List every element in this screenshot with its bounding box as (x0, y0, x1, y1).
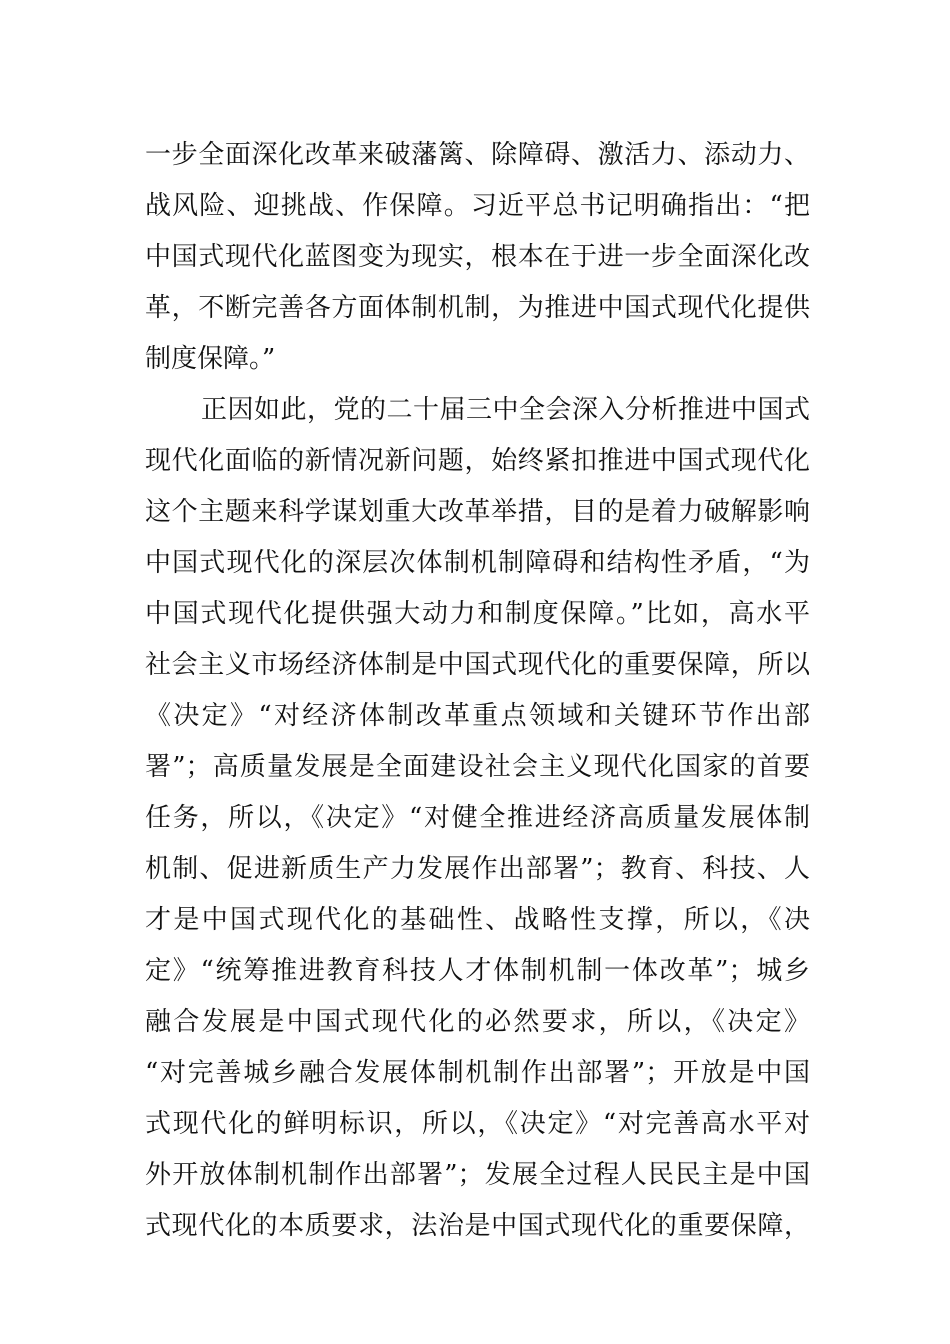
text-line-18: 融合发展是中国式现代化的必然要求，所以，《决定》 (145, 1007, 810, 1037)
text-line-15: 机制、促进新质生产力发展作出部署”；教育、科技、人 (145, 854, 810, 884)
text-line-2: 战风险、迎挑战、作保障。习近平总书记明确指出：“把 (145, 191, 810, 221)
text-line-20: 式现代化的鲜明标识，所以，《决定》“对完善高水平对 (145, 1109, 810, 1139)
text-line-5: 制度保障。” (145, 344, 276, 374)
body-text (145, 130, 810, 1252)
text-line-10: 中国式现代化提供强大动力和制度保障。”比如，高水平 (145, 599, 810, 629)
text-line-7: 现代化面临的新情况新问题，始终紧扣推进中国式现代化 (145, 446, 810, 476)
text-line-17: 定》“统筹推进教育科技人才体制机制一体改革”；城乡 (145, 956, 810, 986)
text-line-3: 中国式现代化蓝图变为现实，根本在于进一步全面深化改 (145, 242, 810, 272)
text-line-21: 外开放体制机制作出部署”；发展全过程人民民主是中国 (145, 1160, 810, 1190)
text-line-12: 《决定》“对经济体制改革重点领域和关键环节作出部 (145, 701, 810, 731)
text-line-8: 这个主题来科学谋划重大改革举措，目的是着力破解影响 (145, 497, 810, 527)
text-line-14: 任务，所以，《决定》“对健全推进经济高质量发展体制 (145, 803, 810, 833)
text-line-6: 正因如此，党的二十届三中全会深入分析推进中国式 (201, 395, 810, 425)
text-line-4: 革，不断完善各方面体制机制，为推进中国式现代化提供 (145, 293, 810, 323)
text-line-9: 中国式现代化的深层次体制机制障碍和结构性矛盾，“为 (145, 548, 810, 578)
text-line-16: 才是中国式现代化的基础性、战略性支撑，所以，《决 (145, 905, 810, 935)
text-line-22: 式现代化的本质要求，法治是中国式现代化的重要保障， (145, 1211, 810, 1241)
text-line-13: 署”；高质量发展是全面建设社会主义现代化国家的首要 (145, 752, 810, 782)
text-line-19: “对完善城乡融合发展体制机制作出部署”；开放是中国 (145, 1058, 810, 1088)
text-line-11: 社会主义市场经济体制是中国式现代化的重要保障，所以 (145, 650, 810, 680)
text-line-1: 一步全面深化改革来破藩篱、除障碍、激活力、添动力、 (145, 140, 810, 170)
